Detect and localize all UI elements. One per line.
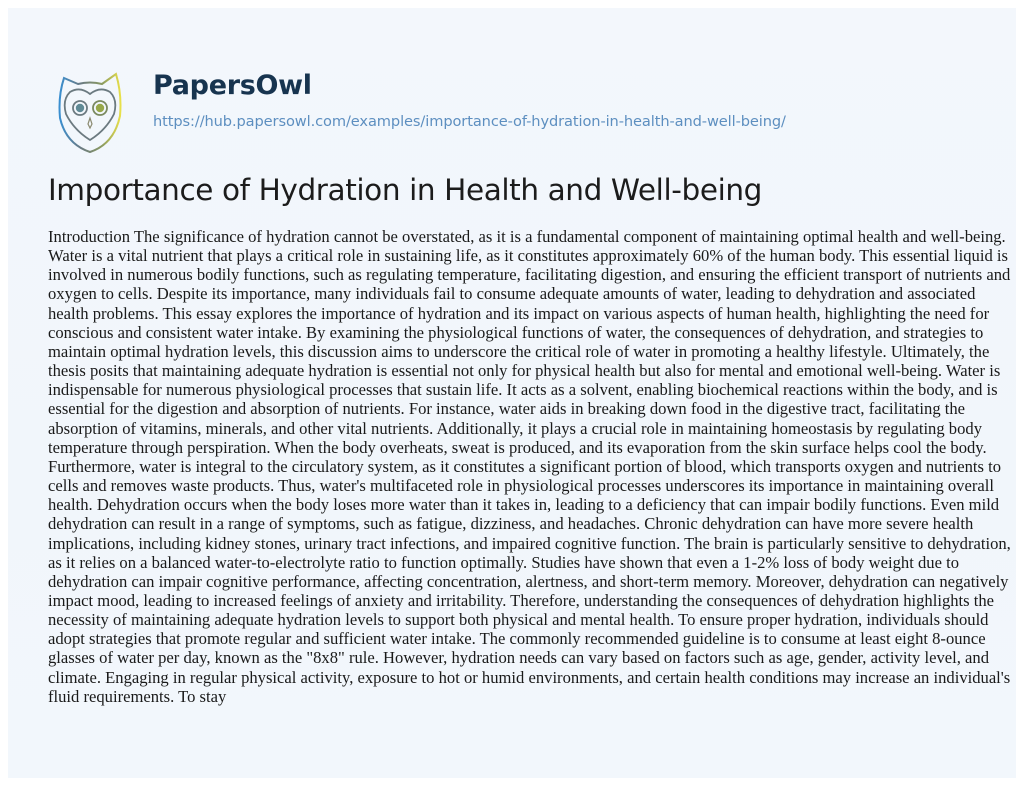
body-line: essential for the digestion and absorption of nutrients. For instance, water aids in breaking down food in the digestive tract, facilitating the: [48, 399, 966, 419]
body-line: adopt strategies that promote regular and sufficient water intake. The commonly recommended guideline is to consume at least eight 8-ounce: [48, 629, 986, 649]
body-line: climate. Engaging in regular physical activity, exposure to hot or humid environments, and certain health conditions may increase an individual's: [48, 667, 1011, 687]
body-line: impact mood, leading to increased feelings of anxiety and irritability. Therefore, understanding the consequences of dehydration highlights the: [48, 590, 995, 610]
owl-logo-icon: [50, 64, 130, 160]
body-line: cells and removes waste products. Thus, water's multifaceted role in physiological processes underscores its importance in maintaining overall: [48, 476, 994, 496]
body-line: oxygen to cells. Despite its importance, many individuals fail to consume adequate amounts of water, leading to dehydration and associated: [48, 284, 976, 304]
body-line: implications, including kidney stones, urinary tract infections, and impaired cognitive function. The brain is particularly sensitive to dehydration,: [48, 533, 1011, 553]
body-line: dehydration can impair cognitive performance, affecting concentration, alertness, and short-term memory. Moreover, dehydration can negatively: [48, 571, 1009, 591]
body-line: temperature through perspiration. When the body overheats, sweat is produced, and its evaporation from the skin surface helps cool the body.: [48, 437, 987, 457]
source-url-link[interactable]: https://hub.papersowl.com/examples/importance-of-hydration-in-health-and-well-being/: [153, 113, 786, 130]
page-background: [8, 8, 1016, 778]
body-line: dehydration can result in a range of symptoms, such as fatigue, dizziness, and headaches. Chronic dehydration can have more severe health: [48, 514, 974, 534]
body-line: absorption of vitamins, minerals, and other vital nutrients. Additionally, it plays a crucial role in maintaining homeostasis by regulating body: [48, 418, 982, 438]
body-line: Furthermore, water is integral to the circulatory system, as it constitutes a significant portion of blood, which transports oxygen and nutrients to: [48, 456, 1002, 476]
body-line: conscious and consistent water intake. By examining the physiological functions of water, the consequences of dehydration, and strategies to: [48, 322, 984, 342]
body-line: glasses of water per day, known as the "8x8" rule. However, hydration needs can vary based on factors such as age, gender, activity level, and: [48, 648, 989, 668]
page-title: Importance of Hydration in Health and Well-being: [48, 173, 763, 207]
body-line: indispensable for numerous physiological processes that sustain life. It acts as a solvent, enabling biochemical reactions within the body, and is: [48, 380, 998, 400]
body-line: maintain optimal hydration levels, this discussion aims to underscore the critical role of water in promoting a healthy lifestyle. Ultimately, the: [48, 341, 990, 361]
body-line: as it relies on a balanced water-to-electrolyte ratio to function optimally. Studies have shown that even a 1-2% loss of body weight due to: [48, 552, 959, 572]
body-line: thesis posits that maintaining adequate hydration is essential not only for physical health but also for mental and emotional well-being. Water is: [48, 361, 1001, 381]
body-line: fluid requirements. To stay: [48, 686, 227, 706]
brand-name[interactable]: PapersOwl: [153, 70, 312, 101]
body-line: Water is a vital nutrient that plays a critical role in sustaining life, as it constitutes approximately 60% of the human body. This essential liquid is: [48, 246, 1008, 266]
body-line: Introduction The significance of hydration cannot be overstated, as it is a fundamental component of maintaining optimal health and well-being.: [48, 227, 1006, 246]
body-line: involved in numerous bodily functions, such as regulating temperature, facilitating digestion, and ensuring the efficient transport of nutrients and: [48, 265, 1011, 285]
body-line: necessity of maintaining adequate hydration levels to support both physical and mental health. To ensure proper hydration, individuals should: [48, 610, 989, 630]
body-line: health problems. This essay explores the importance of hydration and its impact on various aspects of human health, highlighting the need for: [48, 303, 990, 323]
article-body: [48, 227, 1011, 706]
body-line: health. Dehydration occurs when the body loses more water than it takes in, leading to a deficiency that can impair bodily functions. Even mild: [48, 495, 1000, 515]
